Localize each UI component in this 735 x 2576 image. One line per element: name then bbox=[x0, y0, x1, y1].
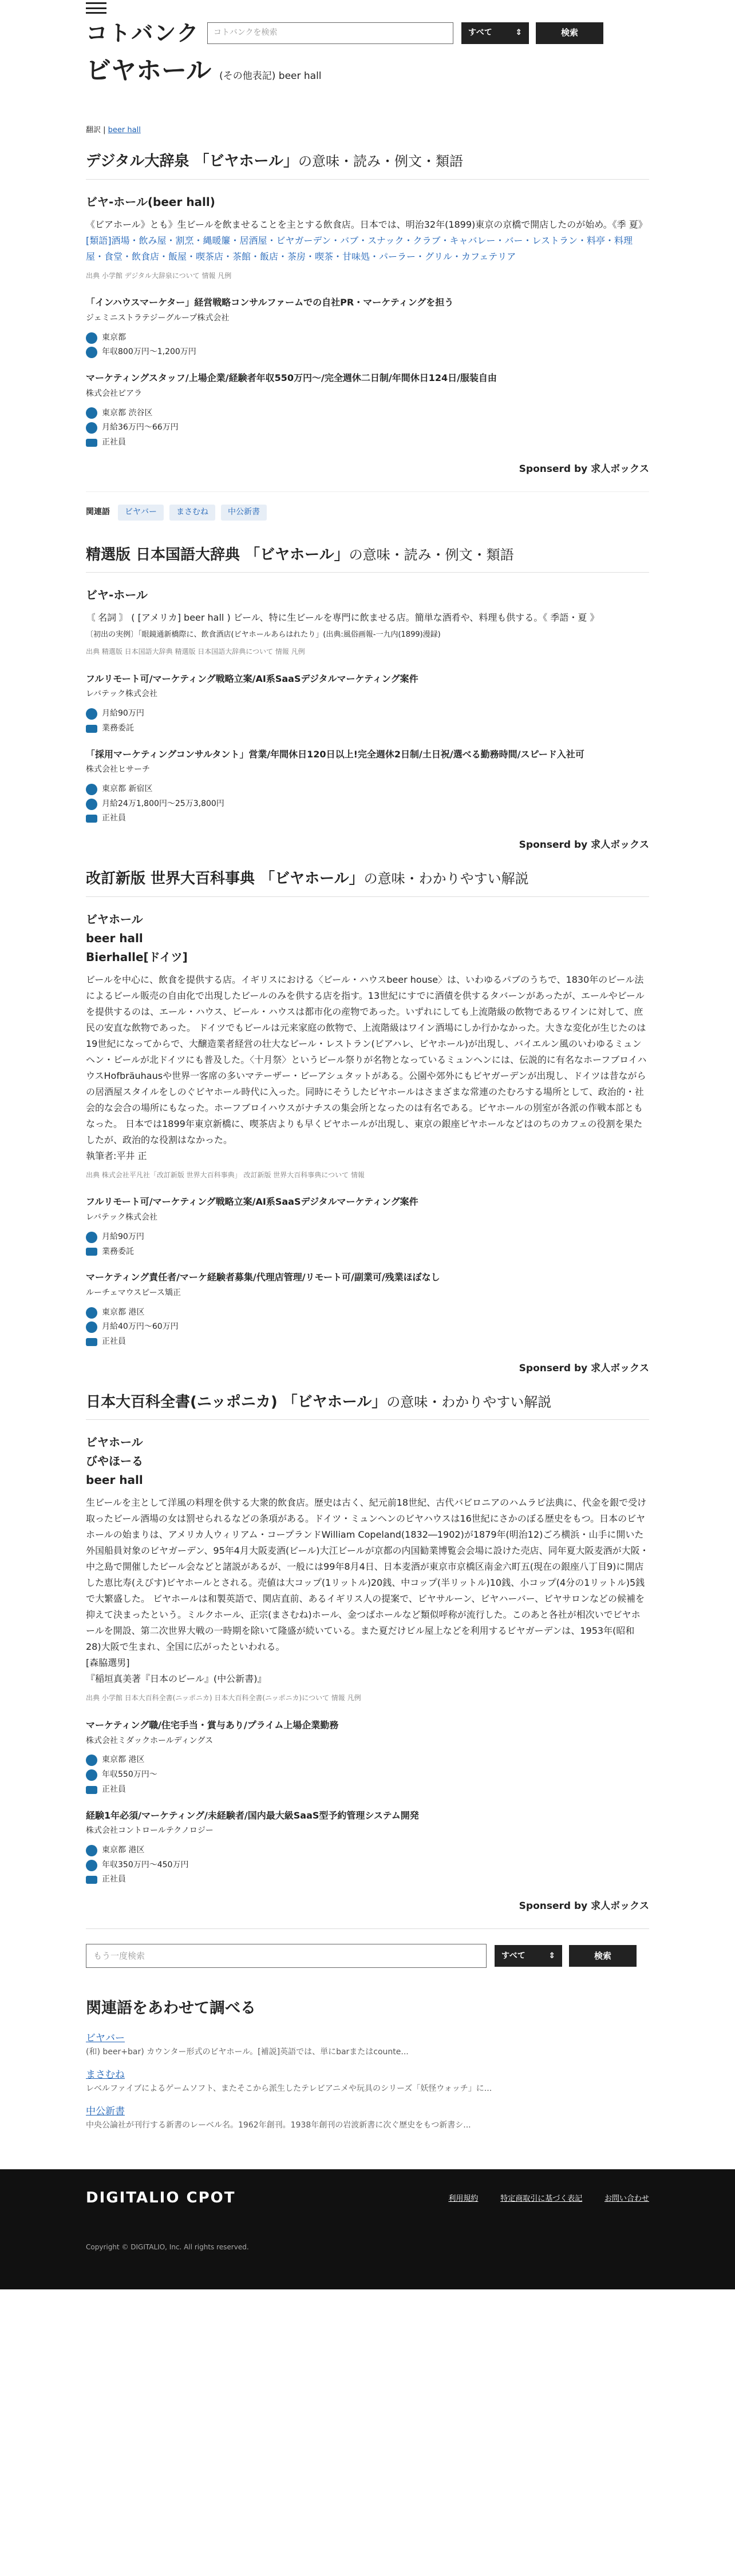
ref-heading: [森脇選男] bbox=[86, 1657, 130, 1669]
ad-type: 正社員 bbox=[102, 1784, 126, 1794]
entry-foreign: Bierhalle[ドイツ] bbox=[86, 950, 188, 964]
translation-label: 翻訳 | bbox=[86, 126, 106, 135]
job-ad[interactable] bbox=[86, 371, 649, 449]
sponsor: Sponserd by 求人ボックス bbox=[519, 1362, 649, 1374]
scope-select[interactable] bbox=[461, 22, 529, 44]
dict-heibonsha bbox=[86, 867, 649, 1180]
ad-company: ジェミニストラテジーグループ株式会社 bbox=[86, 313, 230, 323]
location-icon bbox=[86, 332, 97, 344]
ad-title[interactable]: マーケティング職/住宅手当・賞与あり/プライム上場企業勤務 bbox=[86, 1719, 339, 1730]
ad-type: 正社員 bbox=[102, 1875, 126, 1884]
yen-icon bbox=[86, 1232, 97, 1243]
ad-type: 業務委託 bbox=[102, 1247, 134, 1256]
menu-icon[interactable] bbox=[86, 2, 106, 14]
ad-title[interactable]: フルリモート可/マーケティング戦略立案/AI系SaaSデジタルマーケティング案件 bbox=[86, 1196, 418, 1208]
yen-icon bbox=[86, 422, 97, 434]
footer-link[interactable]: お問い合わせ bbox=[604, 2194, 649, 2203]
scope-label: すべて bbox=[501, 1951, 525, 1960]
yen-icon bbox=[86, 347, 97, 358]
translation-link[interactable]: beer hall bbox=[108, 126, 141, 135]
search-button[interactable]: 検索 bbox=[536, 22, 603, 44]
yen-icon bbox=[86, 1860, 97, 1871]
source: 出典 小学館 デジタル大辞泉について 情報 凡例 bbox=[86, 271, 232, 280]
ad-pay: 月給90万円 bbox=[102, 709, 144, 719]
yen-icon bbox=[86, 1769, 97, 1781]
ad-title[interactable]: 経験1年必須/マーケティング/未経験者/国内最大級SaaS型予約管理システム開発 bbox=[86, 1809, 419, 1821]
related-chip[interactable]: ビヤバー bbox=[118, 505, 164, 521]
ad-title[interactable]: フルリモート可/マーケティング戦略立案/AI系SaaSデジタルマーケティング案件 bbox=[86, 673, 418, 684]
related-link[interactable]: 中公新書 bbox=[86, 2106, 125, 2118]
ad-location: 東京都 新宿区 bbox=[102, 784, 153, 794]
briefcase-icon bbox=[86, 1248, 97, 1256]
entry-body: 《ビアホール》とも》生ビールを飲ませることを主とする飲食店。日本では、明治32年(1899)東京の京橋で開店したのが始め。《季 夏》 bbox=[86, 219, 647, 230]
source: 出典 精選版 日本国語大辞典 精選版 日本国語大辞典について 情報 凡例 bbox=[86, 648, 305, 656]
related-item[interactable] bbox=[86, 2104, 649, 2132]
job-ad[interactable] bbox=[86, 1271, 649, 1348]
header bbox=[86, 17, 649, 49]
page-title: ビヤホール bbox=[86, 56, 212, 85]
related-terms bbox=[86, 491, 649, 521]
ad-title[interactable]: マーケティングスタッフ/上場企業/経験者年収550万円〜/完全週休二日制/年間休日124日/服装自由 bbox=[86, 372, 497, 384]
dict-q: 「ビヤホール」 bbox=[194, 153, 298, 170]
footer-link[interactable]: 利用規約 bbox=[448, 2194, 479, 2203]
entry-heading: ビヤホール bbox=[86, 1435, 143, 1450]
synonyms[interactable]: [類語]酒場・飲み屋・割烹・縄暖簾・居酒屋・ビヤガーデン・バブ・スナック・クラブ・キャバレー・バー・レストラン・料亭・料理屋・食堂・飲食店・飯屋・喫茶店・茶館・飯店・茶房・喫茶・甘味処・パーラー・グリル・カフェテリア bbox=[86, 235, 633, 262]
yen-icon bbox=[86, 1321, 97, 1333]
job-ad[interactable] bbox=[86, 296, 649, 359]
entry-heading: ビヤ‐ホール(beer hall) bbox=[86, 195, 215, 209]
dict-sub: の意味・わかりやすい解説 bbox=[386, 1394, 552, 1411]
scope-label: すべて bbox=[468, 28, 492, 38]
entry-reading: beer hall bbox=[86, 931, 143, 945]
ad-pay: 月給24万1,800円〜25万3,800円 bbox=[102, 799, 224, 808]
briefcase-icon bbox=[86, 1338, 97, 1346]
dict-nipponica bbox=[86, 1391, 649, 1704]
ad-title[interactable]: 「インハウスマーケター」経営戦略コンサルファームでの自社PR・マーケティングを担う bbox=[86, 297, 454, 308]
yen-icon bbox=[86, 708, 97, 720]
ad-company: 株式会社ミダックホールディングス bbox=[86, 1736, 214, 1745]
ad-pay: 年収550万円〜 bbox=[102, 1770, 157, 1780]
location-icon bbox=[86, 1755, 97, 1766]
dict-name: 精選版 日本国語大辞典 bbox=[86, 546, 240, 563]
author: 執筆者:平井 正 bbox=[86, 1150, 147, 1161]
bottom-search-input[interactable]: もう一度検索 bbox=[86, 1944, 487, 1968]
footer-link[interactable]: 特定商取引に基づく表記 bbox=[500, 2194, 583, 2203]
ad-location: 東京都 港区 bbox=[102, 1307, 145, 1317]
chevron-icon: ⇕ bbox=[548, 1951, 555, 1960]
footer bbox=[0, 2169, 735, 2289]
ad-pay: 月給90万円 bbox=[102, 1232, 144, 1241]
ad-location: 東京都 渋谷区 bbox=[102, 408, 153, 418]
dict-q: 「ビヤホール」 bbox=[260, 870, 364, 888]
entry-reading: びやほーる bbox=[86, 1454, 143, 1468]
ad-company: 株式会社ヒサーチ bbox=[86, 765, 150, 775]
entry-body: 〘 名詞 〙 ( [アメリカ] beer hall ) ビール、特に生ビールを専門に飲ませる店。簡単な酒肴や、料理も供する。《 季語・夏 》 bbox=[86, 612, 599, 623]
translation bbox=[86, 125, 649, 136]
related-chip[interactable]: 中公新書 bbox=[221, 505, 267, 521]
briefcase-icon bbox=[86, 815, 97, 823]
briefcase-icon bbox=[86, 725, 97, 733]
ad-company: 株式会社コントロールテクノロジー bbox=[86, 1826, 214, 1836]
related-label: 関連語 bbox=[86, 507, 110, 517]
related-chip[interactable]: まさむね bbox=[169, 505, 215, 521]
sponsor: Sponserd by 求人ボックス bbox=[519, 1900, 649, 1912]
related-item[interactable] bbox=[86, 2031, 649, 2058]
location-icon bbox=[86, 1845, 97, 1856]
dict-q: 「ビヤホール」 bbox=[245, 546, 349, 563]
ad-type: 正社員 bbox=[102, 813, 126, 823]
location-icon bbox=[86, 784, 97, 795]
related-desc: レベルファイブによるゲームソフト、またそこから派生したテレビアニメや玩具のシリーズ「妖怪ウォッチ」に... bbox=[86, 2083, 492, 2093]
ad-company: ルーチェマウスピース矯正 bbox=[86, 1288, 181, 1297]
footer-logo[interactable]: DIGITALIO CPOT bbox=[86, 2189, 236, 2207]
entry-foreign: beer hall bbox=[86, 1473, 143, 1487]
briefcase-icon bbox=[86, 439, 97, 447]
entry-body: 生ビールを主として洋風の料理を供する大衆的飲食店。歴史は古く、紀元前18世紀、古代バビロニアのハムラビ法典に、代金を銀で受け取ったビール酒場の女は罰せられるなどの条項がある。ドイツ・ミュンヘンのビヤハウスは16世紀にさかのぼる歴史をもつ。日本のビヤホールの始まりは、アメリカ人ウィリアム・コープランドWilliam Copeland(1832―1902)が1879年(明治12)ごろ横浜・山手に開いた外国船員対象のビヤガーデン、95年4月大阪麦酒(ビール)大江ビールが京都の内国勧業博覧会会場に設けた売店、同年夏大阪麦酒が大阪・中之島で開催したビール会などと諸説があるが、一般には99年8月4日、日本麦酒が東京市京橋区南金六町五(現在の銀座八丁目9)に開店した恵比寿(えびす)ビヤホールとされる。売値は大コップ(1リットル)20銭、中コップ(半リットル)10銭、小コップ(4分の1リットル)5銭で大繁盛した。 ビヤホールは和製英語で、関店直前、あるイギリス人の提案で、ビヤサルーン、ビヤハーバー、ビヤサロンなどの候補を抑えて決まったという。ミルクホール、正宗(まさむね)ホール、金つばホールなど類似呼称が流行した。このあと各社が相次いでビヤホールを開設、第二次世界大戦の一時期を除いて隆盛が続いている。また夏だけビル屋上などを利用するビヤガーデンは、1953年(昭和28)大阪で生まれ、全国に広がったといわれる。 bbox=[86, 1497, 649, 1653]
sponsor: Sponserd by 求人ボックス bbox=[519, 839, 649, 851]
example: 〔初出の実例〕「眼鏡通新橋際に、飲食酒店(ビヤホールあらはれたり」(出典:風俗画報-一九内(1899)漫録) bbox=[86, 630, 441, 639]
dict-sub: の意味・読み・例文・類語 bbox=[349, 546, 514, 563]
ad-pay: 月給40万円〜60万円 bbox=[102, 1322, 179, 1332]
related-link[interactable]: ビヤバー bbox=[86, 2033, 125, 2045]
job-ad[interactable] bbox=[86, 1195, 649, 1258]
ad-location: 東京都 bbox=[102, 332, 126, 342]
job-ad[interactable] bbox=[86, 672, 649, 735]
related-desc: (和) beer+bar) カウンター形式のビヤホール。[補説]英語では、単にbarまたはcounte... bbox=[86, 2047, 409, 2057]
ad-company: 株式会社ピアラ bbox=[86, 388, 142, 398]
reference: 『稲垣真美著『日本のビール』(中公新書)』 bbox=[86, 1673, 267, 1685]
ad-location: 東京都 港区 bbox=[102, 1755, 145, 1765]
ad-company: レバテック株式会社 bbox=[86, 1213, 158, 1222]
ad-location: 東京都 港区 bbox=[102, 1845, 145, 1855]
job-ad[interactable] bbox=[86, 1718, 649, 1796]
sponsor: Sponserd by 求人ボックス bbox=[519, 463, 649, 475]
job-ad[interactable] bbox=[86, 1809, 649, 1887]
ad-type: 業務委託 bbox=[102, 723, 134, 733]
dict-sub: の意味・わかりやすい解説 bbox=[363, 871, 529, 887]
dict-name: 改訂新版 世界大百科事典 bbox=[86, 870, 255, 888]
dict-sub: の意味・読み・例文・類語 bbox=[298, 153, 463, 170]
dict-name: デジタル大辞泉 bbox=[86, 153, 189, 170]
related-heading: 関連語をあわせて調べる bbox=[86, 1999, 256, 2018]
job-ad[interactable] bbox=[86, 748, 649, 825]
ad-title[interactable]: 「採用マーケティングコンサルタント」営業/年間休日120日以上!完全週休2日制/土日祝/選べる勤務時間/スピード入社可 bbox=[86, 748, 584, 760]
site-logo[interactable]: コトバンク bbox=[86, 20, 200, 46]
search-input[interactable]: コトバンクを検索 bbox=[207, 22, 453, 44]
ad-type: 正社員 bbox=[102, 437, 126, 447]
entry-body: ビールを中心に、飲食を提供する店。イギリスにおける〈ビール・ハウスbeer house〉は、いわゆるパブのうちで、1830年のビール法によるビール販売の自由化で出現したビールのみを供する店を指す。13世紀にすでに酒債を供するタバーンがあったが、エールやビールを提供するのは、エール・ハウス、ビール・ハウスは都市化の産物であった。いずれにしても上流階級の飲物であるワインに対して、庶民の安直な飲物であった。 ドイツでもビールは元来家庭の飲物で、上流階級はワイン酒場にしか行かなかった。大きな変化が生じたのは19世紀になってからで、大醸造業者経営の壮大なビール・レストラン(ビアハレ、ビヤホール)が出現し、バイエルン風のいわゆるミュンヘン・ビールが北ドイツにも普及した。〈十月祭〉というビール祭りが名物となっているミュンヘンには、伝説的に有名なホーフブロイハウスHofbräuhausや世界一客席の多いマテーザー・ビーアシュタットがある。公園や郊外にもビヤガーデンが出現し、ドイツは昔ながらの居酒屋スタイルをしのぐビヤホール時代に入った。同時にそうしたビヤホールはさまざまな常連のたむろする場所として、政治的・社会的な会合の場所にもなった。ホーフブロイハウスがナチスの集会所となったのは有名である。ビヤホールの別室が各派の作戦本部ともなった。 日本では1899年東京新橋に、喫茶店よりも早くビヤホールが出現し、東京の銀座ビヤホールなどはのちのカフェの役割を果たしたが、政治的な役割はなかった。 bbox=[86, 974, 647, 1145]
yen-icon bbox=[86, 799, 97, 810]
location-icon bbox=[86, 1307, 97, 1319]
related-item[interactable] bbox=[86, 2067, 649, 2095]
ad-company: レバテック株式会社 bbox=[86, 689, 158, 699]
bottom-search-button[interactable]: 検索 bbox=[569, 1945, 637, 1967]
entry-heading: ビヤホール bbox=[86, 912, 143, 926]
ad-pay: 月給36万円〜66万円 bbox=[102, 423, 179, 432]
dict-q: 「ビヤホール」 bbox=[282, 1394, 387, 1411]
alt-notation: (その他表記) beer hall bbox=[219, 70, 322, 82]
ad-type: 正社員 bbox=[102, 1337, 126, 1347]
dict-name: 日本大百科全書(ニッポニカ) bbox=[86, 1394, 278, 1411]
briefcase-icon bbox=[86, 1786, 97, 1794]
related-desc: 中央公論社が刊行する新書のレーベル名。1962年創刊。1938年創刊の岩波新書に次ぐ歴史をもつ新書シ... bbox=[86, 2120, 471, 2130]
dict-digital-daijisen bbox=[86, 150, 649, 281]
chevron-icon: ⇕ bbox=[515, 28, 522, 38]
dict-nikkoku bbox=[86, 543, 649, 657]
source: 出典 小学館 日本大百科全書(ニッポニカ) 日本大百科全書(ニッポニカ)について 情報 凡例 bbox=[86, 1694, 361, 1702]
ad-pay: 年収800万円〜1,200万円 bbox=[102, 347, 196, 357]
copyright: Copyright © DIGITALIO, Inc. All rights reserved. bbox=[86, 2242, 249, 2251]
top-bar bbox=[0, 0, 735, 17]
entry-heading: ビヤ‐ホール bbox=[86, 588, 148, 602]
bottom-search bbox=[86, 1928, 649, 1968]
bottom-scope-select[interactable] bbox=[495, 1945, 562, 1967]
source: 出典 株式会社平凡社「改訂新版 世界大百科事典」 改訂新版 世界大百科事典について 情報 bbox=[86, 1170, 365, 1179]
location-icon bbox=[86, 407, 97, 419]
related-link[interactable]: まさむね bbox=[86, 2069, 125, 2081]
ad-pay: 年収350万円〜450万円 bbox=[102, 1860, 189, 1870]
ad-title[interactable]: マーケティング責任者/マーケ経験者募集/代理店管理/リモート可/副業可/残業ほぼなし bbox=[86, 1272, 440, 1283]
briefcase-icon bbox=[86, 1876, 97, 1884]
